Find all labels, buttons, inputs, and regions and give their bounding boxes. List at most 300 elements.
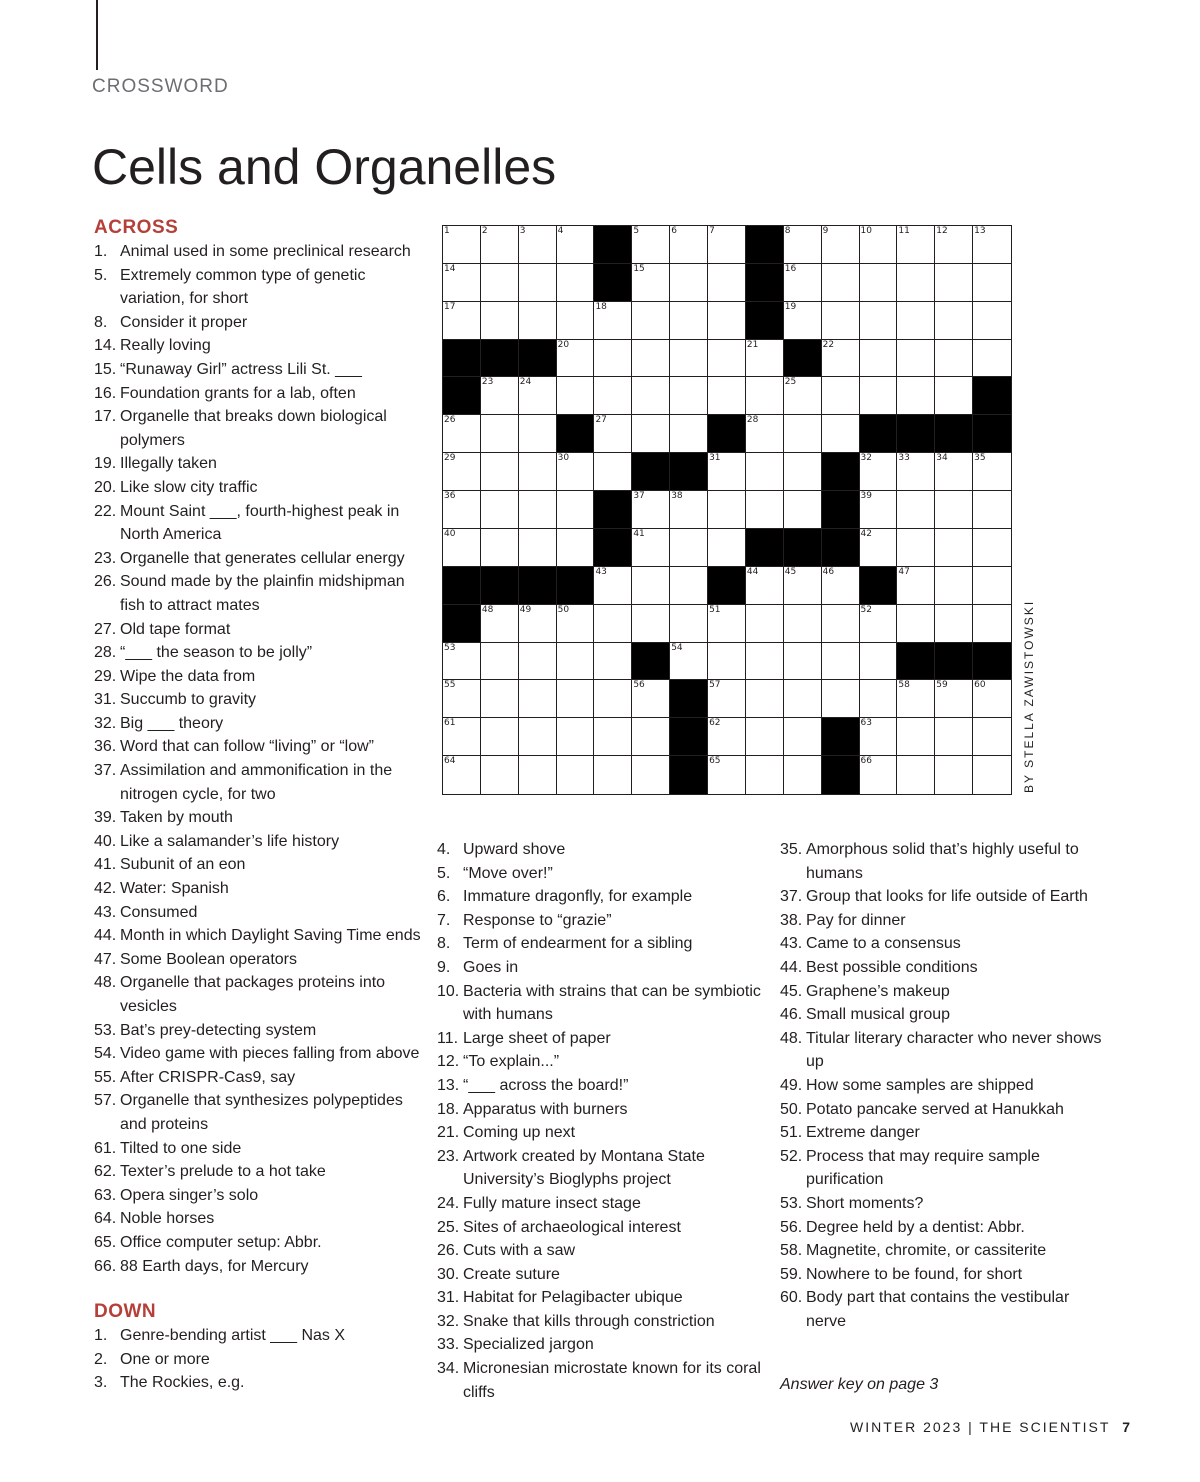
grid-cell[interactable] bbox=[860, 491, 898, 529]
grid-cell[interactable] bbox=[708, 529, 746, 567]
clue-number: 1. bbox=[94, 243, 108, 260]
grid-cell[interactable] bbox=[481, 529, 519, 567]
cell-number: 37 bbox=[633, 491, 645, 502]
cell-number: 18 bbox=[595, 301, 607, 312]
grid-cell[interactable] bbox=[935, 605, 973, 643]
grid-cell[interactable] bbox=[443, 453, 481, 491]
across-clue bbox=[94, 971, 424, 1018]
grid-cell[interactable] bbox=[897, 226, 935, 264]
grid-cell[interactable] bbox=[746, 377, 784, 415]
clue-text: Short moments? bbox=[806, 1194, 924, 1212]
clue-text: Organelle that synthesizes polypeptides and proteins bbox=[120, 1092, 403, 1133]
grid-cell[interactable] bbox=[670, 377, 708, 415]
cell-number: 41 bbox=[633, 528, 645, 539]
clue-text: Extremely common type of genetic variation, for short bbox=[120, 266, 366, 308]
grid-cell[interactable] bbox=[443, 756, 481, 794]
cell-number: 34 bbox=[936, 453, 948, 464]
grid-cell[interactable] bbox=[481, 415, 519, 453]
down-clue bbox=[437, 956, 767, 980]
grid-cell[interactable] bbox=[822, 226, 860, 264]
down-clue bbox=[437, 1333, 767, 1357]
cell-number: 17 bbox=[444, 301, 456, 312]
grid-cell[interactable] bbox=[746, 340, 784, 378]
clue-number: 23. bbox=[437, 1147, 460, 1165]
down-clue bbox=[780, 1192, 1110, 1216]
across-clue bbox=[94, 924, 424, 948]
grid-cell[interactable] bbox=[897, 756, 935, 794]
grid-cell[interactable] bbox=[784, 680, 822, 718]
grid-cell[interactable] bbox=[822, 264, 860, 302]
grid-cell[interactable] bbox=[746, 415, 784, 453]
across-clue bbox=[94, 1207, 424, 1231]
grid-cell[interactable] bbox=[973, 567, 1011, 605]
down-clue bbox=[780, 956, 1110, 980]
cell-number: 38 bbox=[671, 491, 683, 502]
grid-cell[interactable] bbox=[860, 529, 898, 567]
grid-cell[interactable] bbox=[632, 302, 670, 340]
grid-cell[interactable] bbox=[594, 377, 632, 415]
grid-cell[interactable] bbox=[519, 718, 557, 756]
grid-cell[interactable] bbox=[481, 377, 519, 415]
clue-text: Small musical group bbox=[806, 1006, 951, 1024]
grid-cell[interactable] bbox=[860, 453, 898, 491]
grid-cell[interactable] bbox=[935, 680, 973, 718]
grid-cell[interactable] bbox=[897, 718, 935, 756]
grid-cell[interactable] bbox=[670, 643, 708, 681]
grid-cell[interactable] bbox=[784, 718, 822, 756]
clue-text: Subunit of an eon bbox=[120, 856, 246, 874]
grid-cell[interactable] bbox=[822, 680, 860, 718]
cell-number: 43 bbox=[595, 566, 607, 577]
grid-cell[interactable] bbox=[594, 605, 632, 643]
grid-cell[interactable] bbox=[557, 453, 595, 491]
grid-cell[interactable] bbox=[708, 643, 746, 681]
clue-number: 54. bbox=[94, 1045, 117, 1063]
clue-number: 66. bbox=[94, 1257, 117, 1275]
across-clue bbox=[94, 735, 424, 759]
grid-block bbox=[897, 415, 935, 453]
grid-cell[interactable] bbox=[557, 718, 595, 756]
down-clue bbox=[780, 1239, 1110, 1263]
grid-cell[interactable] bbox=[784, 226, 822, 264]
cell-number: 45 bbox=[784, 566, 797, 577]
grid-cell[interactable] bbox=[443, 302, 481, 340]
down-clue bbox=[437, 1098, 767, 1122]
grid-block bbox=[594, 226, 632, 264]
grid-cell[interactable] bbox=[443, 226, 481, 264]
down-clue bbox=[780, 909, 1110, 933]
grid-cell[interactable] bbox=[897, 340, 935, 378]
grid-cell[interactable] bbox=[519, 302, 557, 340]
grid-cell[interactable] bbox=[481, 264, 519, 302]
grid-cell[interactable] bbox=[973, 453, 1011, 491]
clue-text: Immature dragonfly, for example bbox=[463, 888, 693, 906]
grid-cell[interactable] bbox=[973, 491, 1011, 529]
grid-cell[interactable] bbox=[594, 415, 632, 453]
grid-block bbox=[746, 226, 784, 264]
grid-cell[interactable] bbox=[557, 756, 595, 794]
clue-number: 25. bbox=[437, 1218, 460, 1236]
grid-cell[interactable] bbox=[632, 377, 670, 415]
grid-cell[interactable] bbox=[519, 377, 557, 415]
clue-text: Came to a consensus bbox=[806, 935, 961, 953]
grid-block bbox=[443, 340, 481, 378]
grid-cell[interactable] bbox=[708, 491, 746, 529]
grid-cell[interactable] bbox=[708, 605, 746, 643]
grid-cell[interactable] bbox=[784, 377, 822, 415]
grid-cell[interactable] bbox=[670, 226, 708, 264]
clue-text: Best possible conditions bbox=[806, 958, 978, 976]
cell-number: 28 bbox=[746, 415, 759, 426]
clue-text: Word that can follow “living” or “low” bbox=[120, 738, 375, 756]
grid-cell[interactable] bbox=[632, 567, 670, 605]
grid-cell[interactable] bbox=[784, 453, 822, 491]
grid-cell[interactable] bbox=[481, 680, 519, 718]
grid-cell[interactable] bbox=[973, 680, 1011, 718]
grid-cell[interactable] bbox=[670, 567, 708, 605]
grid-cell[interactable] bbox=[443, 491, 481, 529]
grid-cell[interactable] bbox=[822, 377, 860, 415]
grid-cell[interactable] bbox=[481, 605, 519, 643]
grid-cell[interactable] bbox=[935, 756, 973, 794]
grid-cell[interactable] bbox=[822, 643, 860, 681]
grid-cell[interactable] bbox=[519, 643, 557, 681]
grid-cell[interactable] bbox=[784, 567, 822, 605]
grid-cell[interactable] bbox=[935, 491, 973, 529]
grid-cell[interactable] bbox=[557, 643, 595, 681]
grid-cell[interactable] bbox=[897, 264, 935, 302]
across-clue bbox=[94, 1137, 424, 1161]
grid-cell[interactable] bbox=[973, 718, 1011, 756]
grid-cell[interactable] bbox=[519, 491, 557, 529]
grid-cell[interactable] bbox=[784, 756, 822, 794]
grid-cell[interactable] bbox=[784, 491, 822, 529]
cell-number: 36 bbox=[444, 491, 456, 502]
grid-block bbox=[746, 302, 784, 340]
grid-block bbox=[822, 453, 860, 491]
cell-number: 12 bbox=[936, 226, 948, 236]
cell-number: 21 bbox=[746, 339, 759, 350]
grid-block bbox=[708, 415, 746, 453]
grid-cell[interactable] bbox=[935, 340, 973, 378]
clue-number: 47. bbox=[94, 950, 117, 968]
clue-text: Apparatus with burners bbox=[463, 1100, 628, 1118]
grid-cell[interactable] bbox=[897, 680, 935, 718]
grid-cell[interactable] bbox=[973, 529, 1011, 567]
grid-cell[interactable] bbox=[973, 264, 1011, 302]
grid-cell[interactable] bbox=[481, 226, 519, 264]
grid-cell[interactable] bbox=[935, 377, 973, 415]
grid-cell[interactable] bbox=[935, 567, 973, 605]
clue-text: Coming up next bbox=[463, 1124, 576, 1142]
grid-cell[interactable] bbox=[519, 680, 557, 718]
grid-cell[interactable] bbox=[594, 718, 632, 756]
clue-text: Like a salamander’s life history bbox=[120, 832, 340, 850]
clue-text: Potato pancake served at Hanukkah bbox=[806, 1100, 1064, 1118]
cell-number: 40 bbox=[444, 528, 456, 539]
grid-block bbox=[935, 415, 973, 453]
down-clue bbox=[437, 838, 767, 862]
grid-cell[interactable] bbox=[632, 491, 670, 529]
clue-text: Animal used in some preclinical research bbox=[120, 243, 411, 260]
clue-text: Specialized jargon bbox=[463, 1336, 594, 1354]
grid-cell[interactable] bbox=[594, 680, 632, 718]
grid-cell[interactable] bbox=[519, 453, 557, 491]
grid-cell[interactable] bbox=[708, 226, 746, 264]
grid-cell[interactable] bbox=[746, 491, 784, 529]
cell-number: 10 bbox=[860, 226, 872, 236]
grid-cell[interactable] bbox=[481, 756, 519, 794]
grid-cell[interactable] bbox=[897, 453, 935, 491]
clue-number: 43. bbox=[780, 935, 803, 953]
clue-text: One or more bbox=[120, 1350, 210, 1368]
grid-cell[interactable] bbox=[860, 680, 898, 718]
grid-cell[interactable] bbox=[708, 340, 746, 378]
clue-text: Bat’s prey-detecting system bbox=[120, 1021, 317, 1039]
clue-text: Habitat for Pelagibacter ubique bbox=[463, 1289, 683, 1307]
clue-number: 14. bbox=[94, 337, 117, 355]
across-clue bbox=[94, 334, 424, 358]
grid-cell[interactable] bbox=[557, 491, 595, 529]
grid-cell[interactable] bbox=[973, 605, 1011, 643]
grid-cell[interactable] bbox=[860, 264, 898, 302]
grid-cell[interactable] bbox=[632, 756, 670, 794]
down-clue bbox=[780, 1145, 1110, 1192]
down-clue bbox=[94, 1348, 424, 1372]
grid-cell[interactable] bbox=[670, 302, 708, 340]
down-clue bbox=[780, 1098, 1110, 1122]
grid-cell[interactable] bbox=[557, 302, 595, 340]
grid-cell[interactable] bbox=[708, 680, 746, 718]
clue-number: 5. bbox=[94, 266, 108, 284]
grid-cell[interactable] bbox=[746, 718, 784, 756]
grid-cell[interactable] bbox=[897, 302, 935, 340]
grid-cell[interactable] bbox=[935, 718, 973, 756]
grid-cell[interactable] bbox=[443, 264, 481, 302]
grid-cell[interactable] bbox=[519, 264, 557, 302]
grid-cell[interactable] bbox=[746, 453, 784, 491]
grid-cell[interactable] bbox=[557, 340, 595, 378]
grid-cell[interactable] bbox=[670, 264, 708, 302]
grid-cell[interactable] bbox=[708, 756, 746, 794]
grid-cell[interactable] bbox=[860, 643, 898, 681]
grid-cell[interactable] bbox=[746, 567, 784, 605]
cell-number: 23 bbox=[481, 377, 494, 388]
down-clue bbox=[437, 1121, 767, 1145]
clue-text: Sound made by the plainfin midshipman fish to attract mates bbox=[120, 573, 405, 614]
cell-number: 25 bbox=[784, 377, 797, 388]
grid-cell[interactable] bbox=[594, 756, 632, 794]
grid-cell[interactable] bbox=[746, 680, 784, 718]
clue-number: 30. bbox=[437, 1265, 460, 1283]
grid-cell[interactable] bbox=[632, 340, 670, 378]
down-clue bbox=[437, 1216, 767, 1240]
clue-text: Organelle that packages proteins into vesicles bbox=[120, 974, 386, 1015]
clue-number: 26. bbox=[94, 573, 117, 591]
grid-cell[interactable] bbox=[443, 643, 481, 681]
grid-cell[interactable] bbox=[973, 756, 1011, 794]
grid-cell[interactable] bbox=[935, 264, 973, 302]
across-clue bbox=[94, 1160, 424, 1184]
grid-cell[interactable] bbox=[935, 453, 973, 491]
across-clue bbox=[94, 405, 424, 452]
grid-cell[interactable] bbox=[557, 226, 595, 264]
clue-text: Genre-bending artist ___ Nas X bbox=[120, 1327, 346, 1345]
clue-text: Titular literary character who never shows up bbox=[806, 1029, 1102, 1071]
grid-cell[interactable] bbox=[746, 756, 784, 794]
grid-cell[interactable] bbox=[784, 415, 822, 453]
grid-cell[interactable] bbox=[519, 226, 557, 264]
clue-number: 36. bbox=[94, 738, 117, 756]
grid-cell[interactable] bbox=[784, 605, 822, 643]
grid-cell[interactable] bbox=[443, 718, 481, 756]
down-clue bbox=[780, 1074, 1110, 1098]
clue-number: 23. bbox=[94, 549, 117, 567]
grid-cell[interactable] bbox=[860, 340, 898, 378]
clue-number: 3. bbox=[94, 1374, 108, 1392]
down-clue-list-part-2 bbox=[437, 838, 767, 1404]
grid-cell[interactable] bbox=[935, 302, 973, 340]
grid-cell[interactable] bbox=[973, 340, 1011, 378]
cell-number: 49 bbox=[519, 604, 532, 615]
grid-cell[interactable] bbox=[557, 264, 595, 302]
cell-number: 20 bbox=[557, 339, 570, 350]
grid-cell[interactable] bbox=[557, 680, 595, 718]
grid-cell[interactable] bbox=[860, 718, 898, 756]
grid-cell[interactable] bbox=[670, 491, 708, 529]
grid-cell[interactable] bbox=[594, 643, 632, 681]
clue-text: Noble horses bbox=[120, 1210, 215, 1228]
grid-cell[interactable] bbox=[860, 756, 898, 794]
grid-cell[interactable] bbox=[935, 226, 973, 264]
grid-cell[interactable] bbox=[632, 226, 670, 264]
clue-number: 43. bbox=[94, 903, 117, 921]
grid-cell[interactable] bbox=[481, 718, 519, 756]
grid-cell[interactable] bbox=[708, 302, 746, 340]
grid-cell[interactable] bbox=[519, 529, 557, 567]
grid-cell[interactable] bbox=[632, 680, 670, 718]
grid-cell[interactable] bbox=[632, 529, 670, 567]
cell-number: 59 bbox=[936, 680, 948, 691]
grid-cell[interactable] bbox=[443, 680, 481, 718]
clue-number: 18. bbox=[437, 1100, 460, 1118]
grid-cell[interactable] bbox=[557, 377, 595, 415]
down-heading: DOWN bbox=[94, 1301, 157, 1323]
grid-cell[interactable] bbox=[481, 491, 519, 529]
grid-cell[interactable] bbox=[897, 377, 935, 415]
down-clue bbox=[437, 1286, 767, 1310]
grid-cell[interactable] bbox=[860, 377, 898, 415]
grid-cell[interactable] bbox=[632, 605, 670, 643]
clue-number: 28. bbox=[94, 644, 117, 662]
grid-cell[interactable] bbox=[443, 415, 481, 453]
grid-cell[interactable] bbox=[632, 415, 670, 453]
grid-cell[interactable] bbox=[822, 605, 860, 643]
clue-text: Opera singer’s solo bbox=[120, 1186, 259, 1204]
grid-cell[interactable] bbox=[822, 340, 860, 378]
grid-cell[interactable] bbox=[860, 226, 898, 264]
grid-cell[interactable] bbox=[632, 264, 670, 302]
grid-cell[interactable] bbox=[708, 718, 746, 756]
grid-cell[interactable] bbox=[594, 567, 632, 605]
grid-cell[interactable] bbox=[860, 302, 898, 340]
across-clue-list bbox=[94, 240, 424, 1278]
across-clue bbox=[94, 1255, 424, 1279]
grid-cell[interactable] bbox=[860, 605, 898, 643]
clue-text: Body part that contains the vestibular nerve bbox=[806, 1289, 1070, 1330]
grid-cell[interactable] bbox=[822, 415, 860, 453]
grid-cell[interactable] bbox=[481, 453, 519, 491]
cell-number: 26 bbox=[444, 415, 456, 426]
grid-cell[interactable] bbox=[935, 529, 973, 567]
grid-block bbox=[443, 377, 481, 415]
grid-cell[interactable] bbox=[594, 340, 632, 378]
grid-cell[interactable] bbox=[897, 605, 935, 643]
grid-cell[interactable] bbox=[822, 302, 860, 340]
grid-cell[interactable] bbox=[481, 643, 519, 681]
grid-cell[interactable] bbox=[746, 643, 784, 681]
footer-issue: WINTER 2023 | THE SCIENTIST bbox=[850, 1419, 1111, 1435]
grid-cell[interactable] bbox=[746, 605, 784, 643]
grid-cell[interactable] bbox=[973, 226, 1011, 264]
grid-cell[interactable] bbox=[708, 264, 746, 302]
grid-cell[interactable] bbox=[670, 340, 708, 378]
grid-cell[interactable] bbox=[481, 302, 519, 340]
down-clue bbox=[437, 932, 767, 956]
cell-number: 47 bbox=[898, 566, 910, 577]
grid-cell[interactable] bbox=[670, 529, 708, 567]
cell-number: 27 bbox=[595, 415, 607, 426]
grid-cell[interactable] bbox=[594, 453, 632, 491]
clue-text: Video game with pieces falling from above bbox=[120, 1045, 420, 1063]
clue-text: Consumed bbox=[120, 903, 198, 921]
clue-number: 48. bbox=[780, 1029, 803, 1047]
clue-text: Consider it proper bbox=[120, 313, 248, 331]
grid-cell[interactable] bbox=[708, 453, 746, 491]
grid-cell[interactable] bbox=[784, 643, 822, 681]
across-clue bbox=[94, 1019, 424, 1043]
clue-number: 32. bbox=[94, 714, 117, 732]
grid-cell[interactable] bbox=[973, 302, 1011, 340]
grid-cell[interactable] bbox=[897, 567, 935, 605]
grid-cell[interactable] bbox=[670, 605, 708, 643]
crossword-grid bbox=[442, 225, 1012, 795]
grid-cell[interactable] bbox=[708, 377, 746, 415]
grid-cell[interactable] bbox=[519, 756, 557, 794]
grid-cell[interactable] bbox=[670, 415, 708, 453]
across-clue bbox=[94, 948, 424, 972]
across-clue bbox=[94, 877, 424, 901]
grid-cell[interactable] bbox=[822, 567, 860, 605]
grid-cell[interactable] bbox=[443, 529, 481, 567]
clue-number: 33. bbox=[437, 1336, 460, 1354]
grid-cell[interactable] bbox=[784, 264, 822, 302]
clue-number: 22. bbox=[94, 502, 117, 520]
grid-cell[interactable] bbox=[594, 302, 632, 340]
grid-cell[interactable] bbox=[557, 605, 595, 643]
clue-number: 65. bbox=[94, 1233, 117, 1251]
grid-cell[interactable] bbox=[897, 491, 935, 529]
grid-cell[interactable] bbox=[519, 605, 557, 643]
grid-cell[interactable] bbox=[632, 718, 670, 756]
clue-number: 8. bbox=[94, 313, 108, 331]
grid-cell[interactable] bbox=[519, 415, 557, 453]
down-clue bbox=[437, 1192, 767, 1216]
clue-number: 50. bbox=[780, 1100, 803, 1118]
grid-cell[interactable] bbox=[784, 302, 822, 340]
grid-cell[interactable] bbox=[557, 529, 595, 567]
grid-cell[interactable] bbox=[897, 529, 935, 567]
